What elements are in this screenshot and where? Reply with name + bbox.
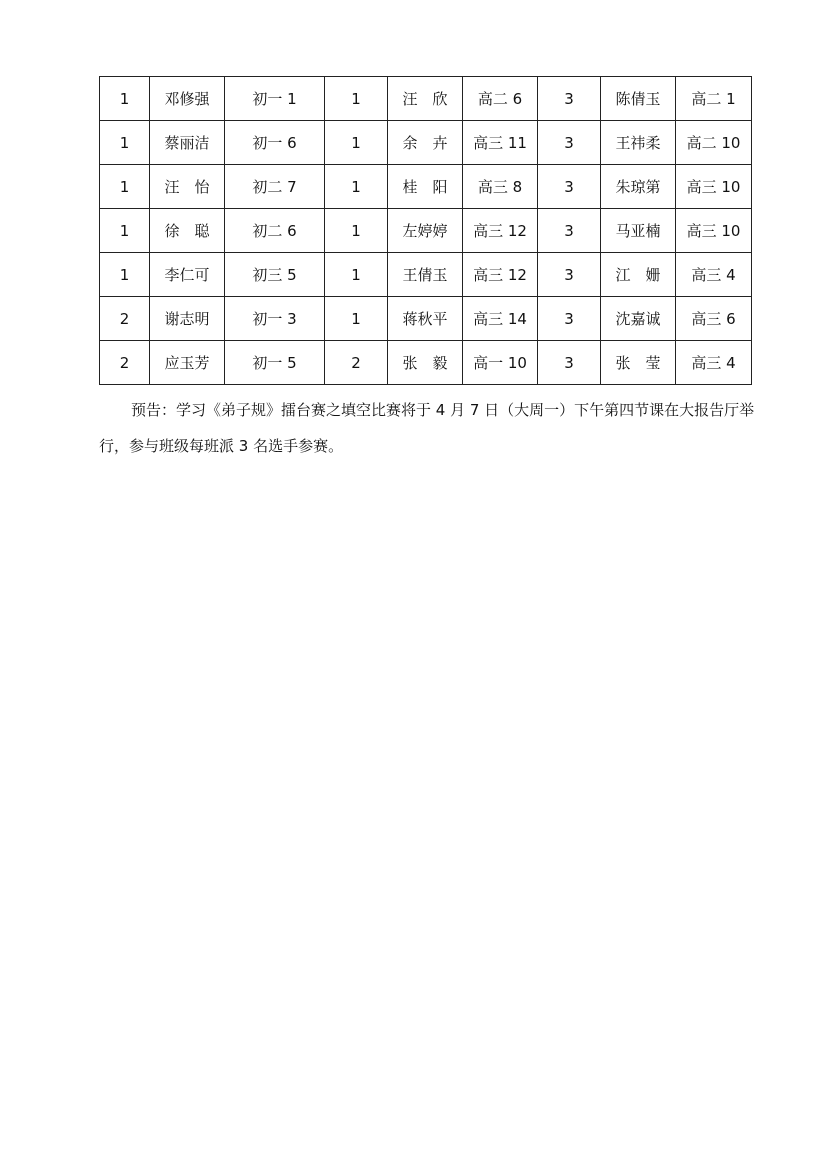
class-cell: 高二 6 (463, 77, 538, 121)
name-cell: 张 毅 (388, 341, 463, 385)
name-cell: 邓修强 (150, 77, 225, 121)
rank-cell: 1 (325, 77, 388, 121)
name-cell: 王祎柔 (601, 121, 676, 165)
class-cell: 高三 8 (463, 165, 538, 209)
rank-cell: 3 (538, 253, 601, 297)
name-cell: 余 卉 (388, 121, 463, 165)
name-cell: 徐 聪 (150, 209, 225, 253)
name-cell: 陈倩玉 (601, 77, 676, 121)
name-cell: 应玉芳 (150, 341, 225, 385)
rank-cell: 2 (100, 341, 150, 385)
table-body (100, 77, 752, 385)
class-cell: 高三 4 (676, 253, 752, 297)
rank-cell: 1 (325, 121, 388, 165)
rank-cell: 3 (538, 209, 601, 253)
rank-cell: 1 (325, 209, 388, 253)
rank-cell: 3 (538, 341, 601, 385)
rank-cell: 2 (325, 341, 388, 385)
class-cell: 初二 7 (225, 165, 325, 209)
name-cell: 桂 阳 (388, 165, 463, 209)
class-cell: 高一 10 (463, 341, 538, 385)
table-row (100, 341, 752, 385)
class-cell: 高二 10 (676, 121, 752, 165)
name-cell: 王倩玉 (388, 253, 463, 297)
rank-cell: 1 (100, 209, 150, 253)
class-cell: 初一 3 (225, 297, 325, 341)
table-row (100, 165, 752, 209)
name-cell: 李仁可 (150, 253, 225, 297)
rank-cell: 1 (100, 121, 150, 165)
class-cell: 高三 14 (463, 297, 538, 341)
table-row (100, 209, 752, 253)
class-cell: 高三 10 (676, 165, 752, 209)
class-cell: 初二 6 (225, 209, 325, 253)
class-cell: 初一 5 (225, 341, 325, 385)
class-cell: 高三 12 (463, 209, 538, 253)
rank-cell: 1 (100, 253, 150, 297)
name-cell: 汪 欣 (388, 77, 463, 121)
results-table (99, 76, 752, 385)
class-cell: 初一 1 (225, 77, 325, 121)
class-cell: 高三 6 (676, 297, 752, 341)
class-cell: 高三 11 (463, 121, 538, 165)
class-cell: 高二 1 (676, 77, 752, 121)
class-cell: 初三 5 (225, 253, 325, 297)
table-row (100, 253, 752, 297)
name-cell: 张 莹 (601, 341, 676, 385)
notice-paragraph: 预告：学习《弟子规》擂台赛之填空比赛将于 4 月 7 日（大周一）下午第四节课在大报告厅举行，参与班级每班派 3 名选手参赛。 (99, 401, 755, 455)
rank-cell: 3 (538, 165, 601, 209)
rank-cell: 2 (100, 297, 150, 341)
table-row (100, 297, 752, 341)
class-cell: 高三 4 (676, 341, 752, 385)
rank-cell: 1 (100, 77, 150, 121)
rank-cell: 1 (325, 253, 388, 297)
name-cell: 蔡丽洁 (150, 121, 225, 165)
name-cell: 沈嘉诚 (601, 297, 676, 341)
name-cell: 谢志明 (150, 297, 225, 341)
name-cell: 马亚楠 (601, 209, 676, 253)
name-cell: 汪 怡 (150, 165, 225, 209)
table-row (100, 77, 752, 121)
class-cell: 高三 12 (463, 253, 538, 297)
rank-cell: 1 (325, 297, 388, 341)
class-cell: 初一 6 (225, 121, 325, 165)
name-cell: 左婷婷 (388, 209, 463, 253)
rank-cell: 1 (100, 165, 150, 209)
table-row (100, 121, 752, 165)
name-cell: 江 姗 (601, 253, 676, 297)
class-cell: 高三 10 (676, 209, 752, 253)
rank-cell: 3 (538, 121, 601, 165)
rank-cell: 1 (325, 165, 388, 209)
rank-cell: 3 (538, 297, 601, 341)
name-cell: 朱琼第 (601, 165, 676, 209)
name-cell: 蒋秋平 (388, 297, 463, 341)
rank-cell: 3 (538, 77, 601, 121)
